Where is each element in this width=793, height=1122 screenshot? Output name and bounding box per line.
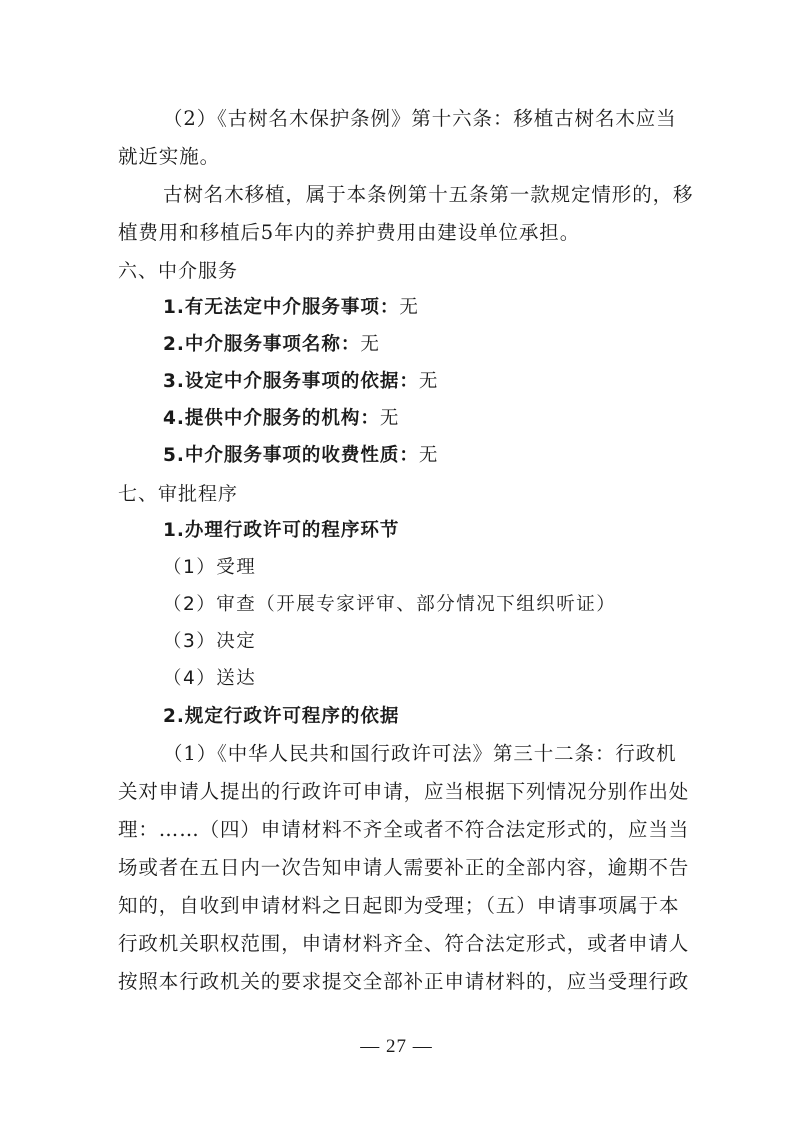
- procedure-step: （3）决定: [163, 631, 257, 652]
- section-heading-procedure: 七、审批程序: [118, 483, 239, 505]
- subheading-procedure-steps: 1.办理行政许可的程序环节: [163, 520, 400, 541]
- paragraph-line: 理：……（四）申请材料不齐全或者不符合法定形式的，应当当: [118, 818, 690, 841]
- item-value: 无: [418, 371, 439, 392]
- procedure-step: （1）受理: [163, 557, 257, 578]
- subheading-procedure-basis: 2.规定行政许可程序的依据: [163, 706, 400, 727]
- paragraph-line: 古树名木移植，属于本条例第十五条第一款规定情形的，移: [163, 183, 694, 206]
- procedure-step: （2）审查（开展专家评审、部分情况下组织听证）: [163, 594, 617, 615]
- intermediary-item: [163, 443, 719, 469]
- paragraph-line: 就近实施。: [118, 145, 221, 168]
- item-value: 无: [399, 297, 419, 318]
- paragraph-line: 行政机关职权范围，申请材料齐全、符合法定形式，或者申请人: [118, 932, 690, 955]
- item-value: 无: [379, 408, 400, 429]
- intermediary-item: [163, 332, 719, 358]
- paragraph-line: 关对申请人提出的行政许可申请，应当根据下列情况分别作出处: [118, 780, 690, 803]
- item-label: 4.提供中介服务的机构：: [163, 408, 380, 429]
- intermediary-item: [163, 369, 719, 395]
- item-label: 2.中介服务事项名称：: [163, 334, 361, 355]
- item-label: 3.设定中介服务事项的依据：: [163, 371, 419, 392]
- item-label: 5.中介服务事项的收费性质：: [163, 445, 419, 466]
- procedure-step: （4）送达: [163, 668, 257, 689]
- paragraph-line: 场或者在五日内一次告知申请人需要补正的全部内容，逾期不告: [118, 856, 690, 879]
- paragraph-line: 按照本行政机关的要求提交全部补正申请材料的，应当受理行政: [118, 970, 690, 993]
- item-value: 无: [418, 445, 439, 466]
- intermediary-item: [163, 295, 719, 321]
- page-number: — 27 —: [360, 1036, 433, 1057]
- paragraph-line: 知的，自收到申请材料之日起即为受理；（五）申请事项属于本: [118, 894, 680, 917]
- item-value: 无: [360, 334, 380, 355]
- section-heading-intermediary: 六、中介服务: [118, 260, 239, 282]
- paragraph-line: （1）《中华人民共和国行政许可法》第三十二条：行政机: [163, 742, 677, 765]
- paragraph-line: 植费用和移植后5年内的养护费用由建设单位承担。: [118, 221, 581, 244]
- intermediary-item: [163, 406, 719, 432]
- paragraph-line: （2）《古树名木保护条例》第十六条：移植古树名木应当: [163, 107, 677, 130]
- item-label: 1.有无法定中介服务事项：: [163, 297, 400, 318]
